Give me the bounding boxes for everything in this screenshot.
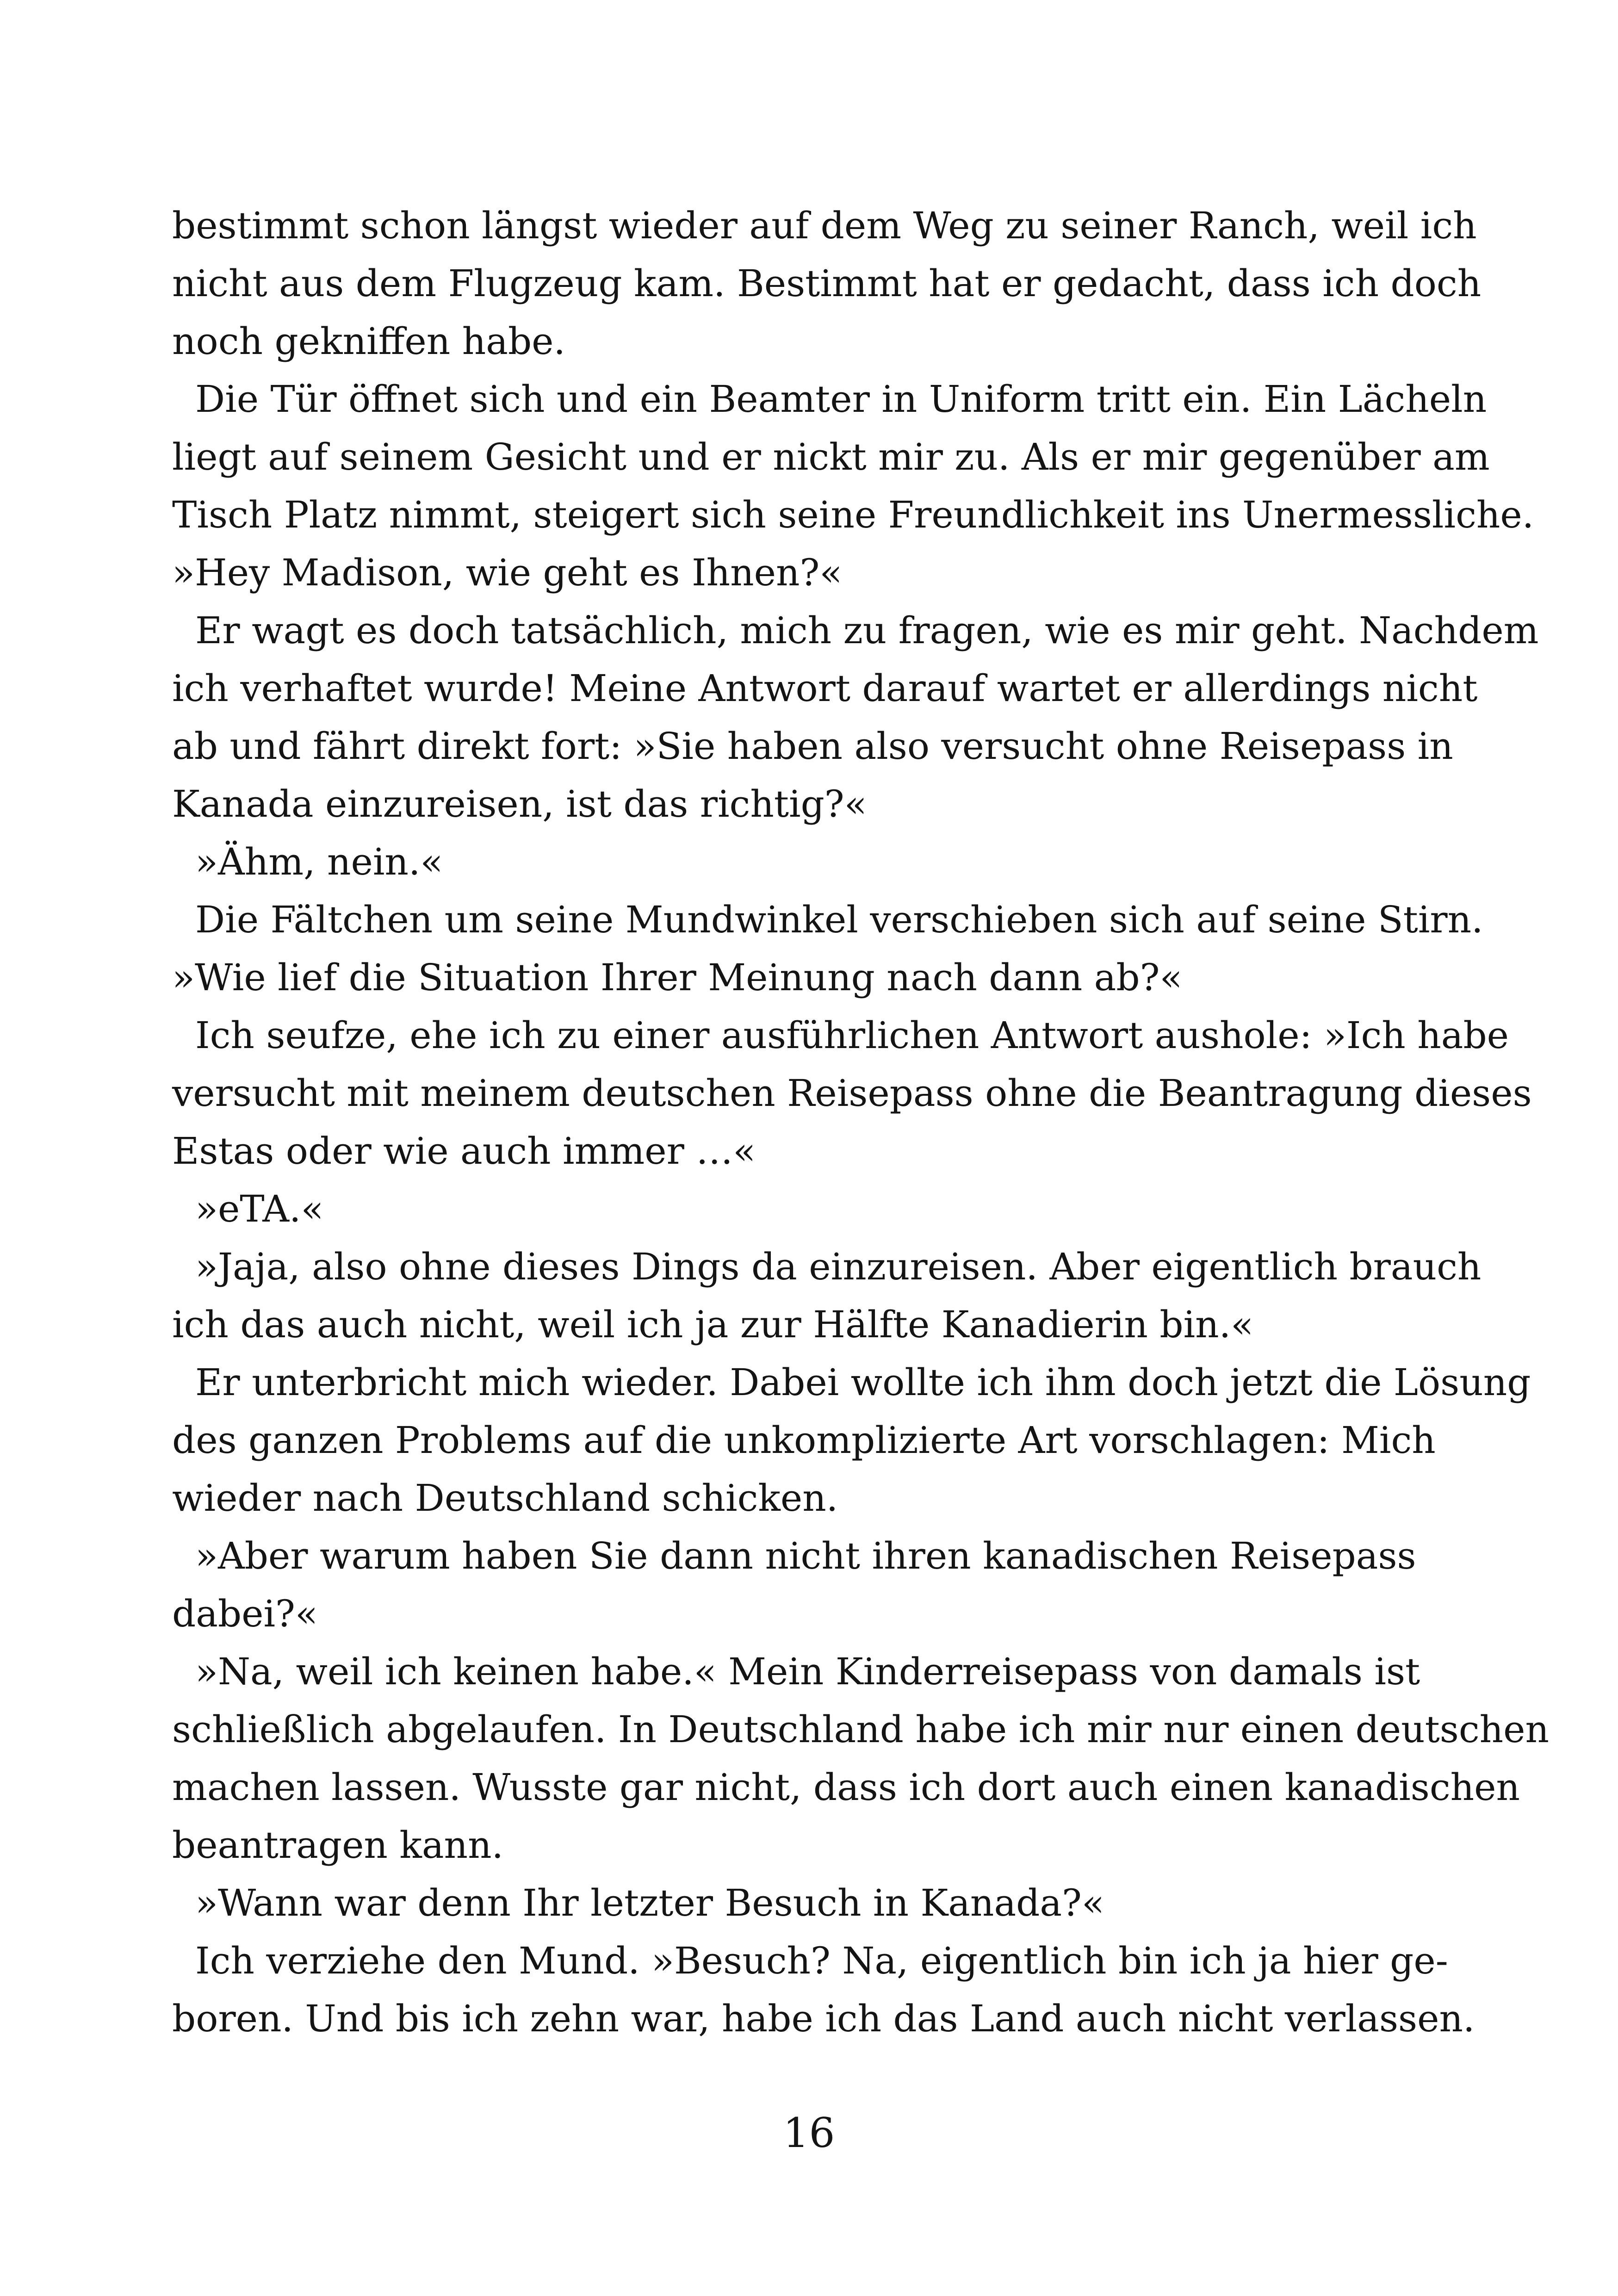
text-line: Ich verziehe den Mund. »Besuch? Na, eigentlich bin ich ja hier ge-: [195, 1939, 1448, 1982]
text-line: Die Fältchen um seine Mundwinkel verschieben sich auf seine Stirn.: [195, 898, 1483, 941]
text-line: noch gekniffen habe.: [172, 320, 565, 363]
text-line: »Jaja, also ohne dieses Dings da einzureisen. Aber eigentlich brauch: [195, 1245, 1482, 1288]
text-line: »Ähm, nein.«: [195, 840, 443, 883]
text-line: ab und fährt direkt fort: »Sie haben also versucht ohne Reisepass in: [172, 725, 1453, 768]
text-line: nicht aus dem Flugzeug kam. Bestimmt hat er gedacht, dass ich doch: [172, 262, 1482, 305]
text-line: liegt auf seinem Gesicht und er nickt mir zu. Als er mir gegenüber am: [172, 435, 1490, 478]
text-line: ich das auch nicht, weil ich ja zur Hälfte Kanadierin bin.«: [172, 1303, 1254, 1346]
text-line: »eTA.«: [195, 1187, 324, 1230]
text-line: »Wann war denn Ihr letzter Besuch in Kanada?«: [195, 1881, 1104, 1924]
text-line: machen lassen. Wusste gar nicht, dass ich dort auch einen kanadischen: [172, 1766, 1520, 1809]
text-line: »Aber warum haben Sie dann nicht ihren kanadischen Reisepass: [195, 1534, 1416, 1577]
page-number: 16: [783, 2109, 835, 2157]
text-line: wieder nach Deutschland schicken.: [172, 1477, 838, 1520]
text-line: Die Tür öffnet sich und ein Beamter in Uniform tritt ein. Ein Lächeln: [195, 378, 1487, 421]
text-line: ich verhaftet wurde! Meine Antwort darauf wartet er allerdings nicht: [172, 667, 1478, 710]
text-line: dabei?«: [172, 1592, 318, 1635]
text-line: Er unterbricht mich wieder. Dabei wollte ich ihm doch jetzt die Lösung: [195, 1361, 1531, 1404]
text-line: »Na, weil ich keinen habe.« Mein Kinderreisepass von damals ist: [195, 1650, 1420, 1693]
text-line: »Wie lief die Situation Ihrer Meinung nach dann ab?«: [172, 956, 1183, 999]
text-line: beantragen kann.: [172, 1824, 504, 1867]
text-line: versucht mit meinem deutschen Reisepass ohne die Beantragung dieses: [172, 1072, 1532, 1115]
text-line: Er wagt es doch tatsächlich, mich zu fragen, wie es mir geht. Nachdem: [195, 609, 1539, 652]
body-text: [172, 197, 1550, 2048]
text-line: bestimmt schon längst wieder auf dem Weg zu seiner Ranch, weil ich: [172, 204, 1477, 247]
text-line: boren. Und bis ich zehn war, habe ich das Land auch nicht verlassen.: [172, 1997, 1475, 2040]
text-line: Tisch Platz nimmt, steigert sich seine Freundlichkeit ins Unermessliche.: [172, 493, 1534, 536]
text-line: »Hey Madison, wie geht es Ihnen?«: [172, 551, 843, 594]
text-line: Kanada einzureisen, ist das richtig?«: [172, 782, 867, 825]
text-line: des ganzen Problems auf die unkomplizierte Art vorschlagen: Mich: [172, 1419, 1436, 1462]
text-line: schließlich abgelaufen. In Deutschland habe ich mir nur einen deutschen: [172, 1708, 1550, 1751]
text-line: Ich seufze, ehe ich zu einer ausführlichen Antwort aushole: »Ich habe: [195, 1014, 1509, 1057]
text-line: Estas oder wie auch immer …«: [172, 1129, 756, 1173]
